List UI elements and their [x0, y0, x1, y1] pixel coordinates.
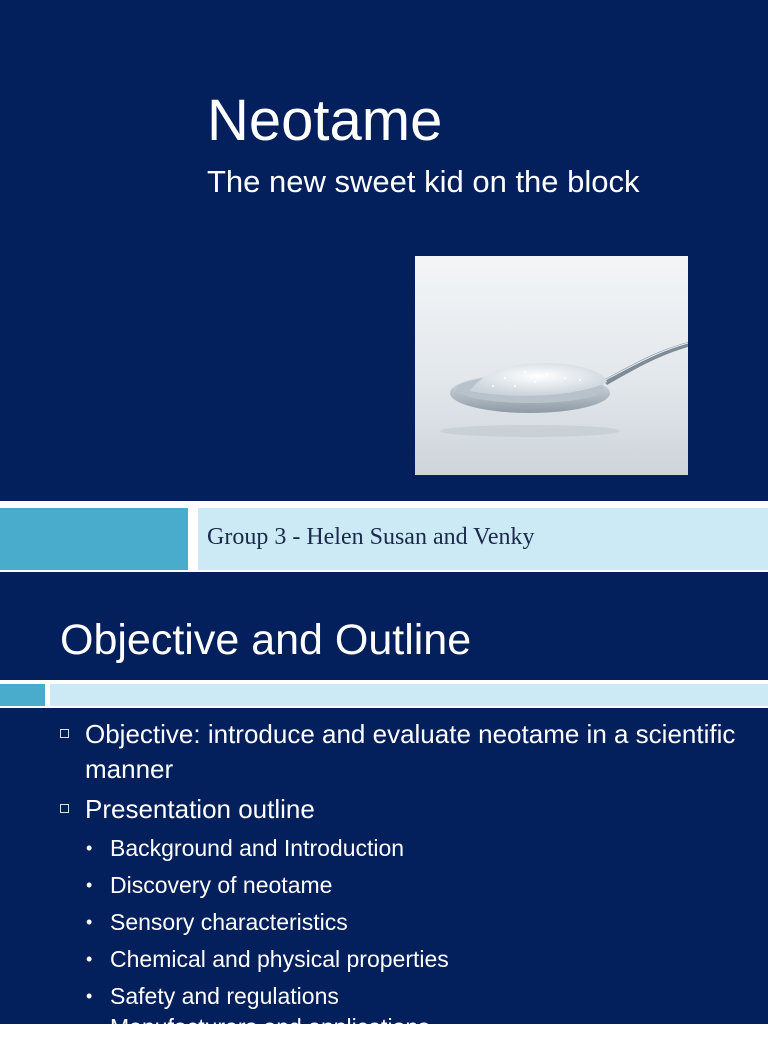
bullet-outline — [60, 792, 750, 827]
slide-subtitle: The new sweet kid on the block — [207, 164, 640, 199]
dot-bullet-icon: • — [86, 838, 93, 858]
sub-bullet — [86, 907, 746, 937]
sub-bullet — [86, 944, 746, 974]
accent-block-light — [50, 684, 768, 706]
presenters-text: Group 3 - Helen Susan and Venky — [207, 524, 535, 550]
bullet-objective — [60, 717, 750, 787]
dot-bullet-icon: • — [86, 986, 93, 1006]
dot-bullet-icon: • — [86, 949, 93, 969]
dot-bullet-icon: • — [86, 875, 93, 895]
sub-bullet — [86, 870, 746, 900]
dot-bullet-icon: • — [86, 912, 93, 932]
sub-bullet — [86, 833, 746, 863]
title-divider-band — [0, 680, 768, 708]
accent-block-dark — [0, 508, 188, 570]
bullet-text: Presentation outline — [85, 794, 315, 824]
sub-bullet-text: Discovery of neotame — [110, 872, 333, 898]
outline-slide — [0, 576, 768, 1040]
accent-block-dark — [0, 684, 45, 706]
sub-bullet-text: Manufacturers and applications — [110, 1014, 430, 1040]
sub-bullet-text: Background and Introduction — [110, 835, 405, 861]
slide-title: Neotame — [207, 88, 443, 153]
sub-bullet — [86, 1012, 746, 1042]
square-bullet-icon — [60, 729, 69, 738]
square-bullet-icon — [60, 804, 69, 813]
spoon-image — [415, 256, 688, 475]
sub-bullet-text: Safety and regulations — [110, 983, 339, 1009]
slide-title: Objective and Outline — [60, 616, 472, 664]
sub-bullet-text: Sensory characteristics — [110, 909, 348, 935]
bullet-text: Objective: introduce and evaluate neotame in a scientific manner — [85, 719, 736, 784]
dot-bullet-icon: • — [86, 1017, 93, 1037]
sub-bullet-text: Chemical and physical properties — [110, 946, 449, 972]
sub-bullet — [86, 981, 746, 1011]
spoon-photo — [415, 256, 688, 475]
